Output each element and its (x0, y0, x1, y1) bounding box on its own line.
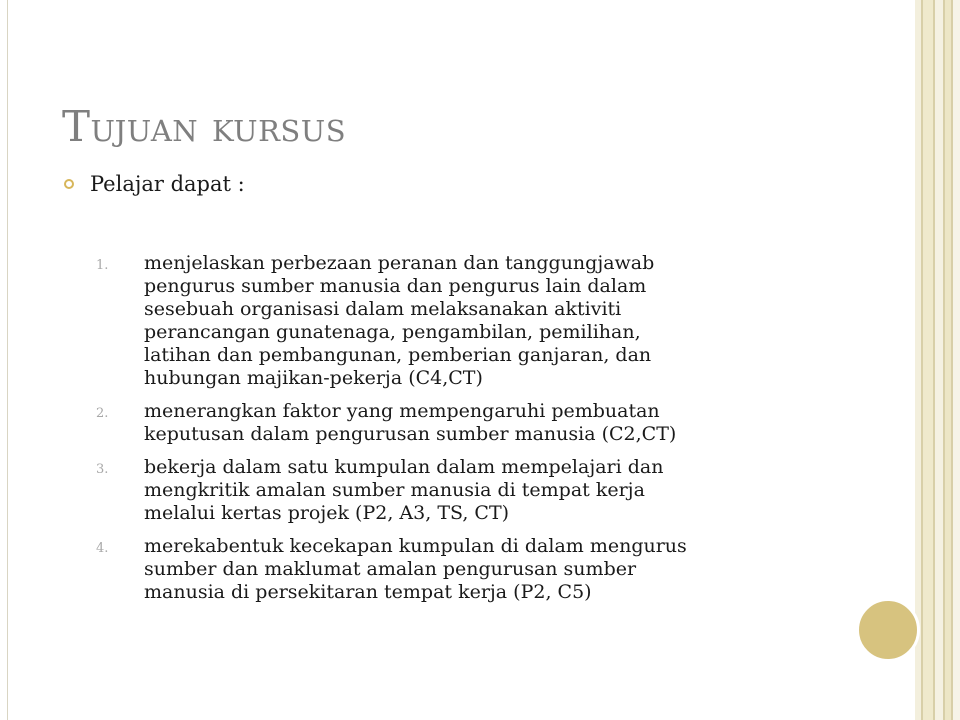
item-text (144, 400, 676, 446)
decorative-circle (856, 598, 920, 662)
item-line: sesebuah organisasi dalam melaksanakan aktiviti (144, 298, 622, 320)
slide-title: Tujuan kursus (62, 102, 347, 151)
item-line: keputusan dalam pengurusan sumber manusia (C2,CT) (144, 423, 677, 445)
main-bullet (62, 172, 862, 196)
item-line: menjelaskan perbezaan peranan dan tanggungjawab (144, 252, 655, 274)
item-line: perancangan gunatenaga, pengambilan, pemilihan, (144, 321, 641, 343)
item-number: 3. (96, 462, 109, 477)
list-item (96, 400, 816, 446)
item-number: 4. (96, 541, 109, 556)
item-line: manusia di persekitaran tempat kerja (P2, C5) (144, 581, 592, 603)
list-item (96, 456, 816, 525)
item-text (144, 252, 654, 390)
item-line: pengurus sumber manusia dan pengurus lain dalam (144, 275, 647, 297)
list-item (96, 535, 816, 604)
list-item (96, 252, 816, 390)
item-text (144, 535, 687, 604)
main-bullet-text: Pelajar dapat : (90, 172, 245, 196)
item-number: 2. (96, 406, 109, 421)
item-text (144, 456, 663, 525)
left-border-line (7, 0, 8, 720)
item-line: melalui kertas projek (P2, A3, TS, CT) (144, 502, 510, 524)
item-line: mengkritik amalan sumber manusia di tempat kerja (144, 479, 645, 501)
item-number: 1. (96, 258, 109, 273)
item-line: latihan dan pembangunan, pemberian ganjaran, dan (144, 344, 652, 366)
item-line: bekerja dalam satu kumpulan dalam mempelajari dan (144, 456, 664, 478)
decorative-stripes (915, 0, 960, 720)
objectives-list (96, 252, 816, 614)
item-line: sumber dan maklumat amalan pengurusan sumber (144, 558, 637, 580)
item-line: hubungan majikan-pekerja (C4,CT) (144, 367, 483, 389)
ring-bullet-icon (64, 179, 74, 189)
item-line: menerangkan faktor yang mempengaruhi pembuatan (144, 400, 660, 422)
item-line: merekabentuk kecekapan kumpulan di dalam mengurus (144, 535, 687, 557)
